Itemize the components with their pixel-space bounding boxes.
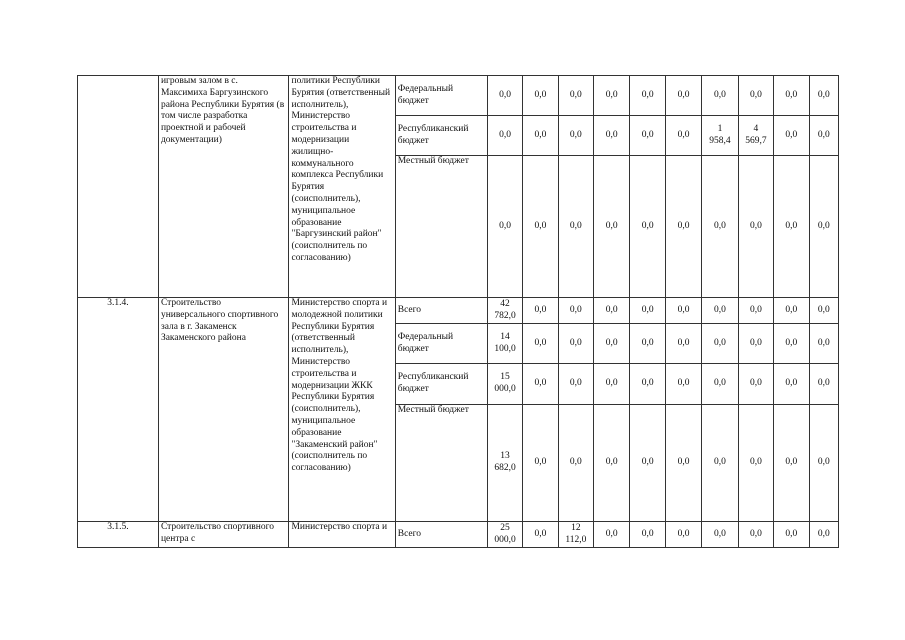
year-amount: 0,0 bbox=[523, 298, 558, 324]
year-amount: 0,0 bbox=[558, 364, 593, 405]
total-amount: 14 100,0 bbox=[487, 324, 522, 364]
year-amount: 0,0 bbox=[665, 156, 701, 298]
year-amount: 0,0 bbox=[702, 156, 738, 298]
year-amount: 12 112,0 bbox=[558, 522, 593, 548]
year-amount: 0,0 bbox=[594, 364, 630, 405]
year-amount: 0,0 bbox=[738, 156, 773, 298]
year-amount: 0,0 bbox=[630, 324, 665, 364]
year-amount: 0,0 bbox=[774, 522, 809, 548]
year-amount: 0,0 bbox=[558, 405, 593, 522]
year-amount: 0,0 bbox=[665, 76, 701, 116]
year-amount: 0,0 bbox=[523, 405, 558, 522]
year-amount: 0,0 bbox=[774, 156, 809, 298]
year-amount: 0,0 bbox=[809, 156, 838, 298]
funding-source: Федеральный бюджет bbox=[395, 76, 487, 116]
item-number: 3.1.5. bbox=[78, 522, 159, 548]
year-amount: 1 958,4 bbox=[702, 116, 738, 156]
year-amount: 0,0 bbox=[523, 364, 558, 405]
table-row bbox=[78, 522, 839, 548]
year-amount: 0,0 bbox=[774, 116, 809, 156]
year-amount: 0,0 bbox=[630, 76, 665, 116]
year-amount: 0,0 bbox=[702, 76, 738, 116]
responsible-executor: Министерство спорта и bbox=[289, 522, 395, 548]
year-amount: 0,0 bbox=[594, 405, 630, 522]
year-amount: 0,0 bbox=[665, 324, 701, 364]
year-amount: 0,0 bbox=[558, 298, 593, 324]
year-amount: 0,0 bbox=[558, 116, 593, 156]
funding-source: Федеральный бюджет bbox=[395, 324, 487, 364]
year-amount: 0,0 bbox=[594, 298, 630, 324]
year-amount: 0,0 bbox=[809, 364, 838, 405]
year-amount: 0,0 bbox=[665, 522, 701, 548]
year-amount: 0,0 bbox=[630, 522, 665, 548]
year-amount: 0,0 bbox=[523, 522, 558, 548]
year-amount: 0,0 bbox=[702, 324, 738, 364]
year-amount: 0,0 bbox=[523, 156, 558, 298]
total-amount: 13 682,0 bbox=[487, 405, 522, 522]
year-amount: 0,0 bbox=[665, 364, 701, 405]
year-amount: 0,0 bbox=[523, 116, 558, 156]
year-amount: 0,0 bbox=[738, 324, 773, 364]
year-amount: 0,0 bbox=[594, 76, 630, 116]
year-amount: 0,0 bbox=[738, 298, 773, 324]
funding-source: Всего bbox=[395, 298, 487, 324]
year-amount: 0,0 bbox=[702, 405, 738, 522]
year-amount: 0,0 bbox=[809, 76, 838, 116]
funding-source: Местный бюджет bbox=[395, 156, 487, 298]
responsible-executor: политики Республики Бурятия (ответственный исполнитель), Министерство строительства и модернизации жилищно-коммунального комплекса Республики Бурятия (соисполнитель), муниципальное образование "Баргузинский район" (соисполнитель по согласованию) bbox=[289, 76, 395, 298]
year-amount: 0,0 bbox=[523, 324, 558, 364]
year-amount: 0,0 bbox=[594, 156, 630, 298]
total-amount: 0,0 bbox=[487, 116, 522, 156]
total-amount: 25 000,0 bbox=[487, 522, 522, 548]
year-amount: 0,0 bbox=[809, 522, 838, 548]
year-amount: 0,0 bbox=[630, 116, 665, 156]
year-amount: 0,0 bbox=[594, 116, 630, 156]
year-amount: 4 569,7 bbox=[738, 116, 773, 156]
year-amount: 0,0 bbox=[594, 324, 630, 364]
year-amount: 0,0 bbox=[738, 364, 773, 405]
year-amount: 0,0 bbox=[630, 156, 665, 298]
year-amount: 0,0 bbox=[630, 298, 665, 324]
funding-source: Всего bbox=[395, 522, 487, 548]
item-number bbox=[78, 76, 159, 298]
year-amount: 0,0 bbox=[809, 324, 838, 364]
year-amount: 0,0 bbox=[738, 405, 773, 522]
funding-source: Республиканский бюджет bbox=[395, 116, 487, 156]
year-amount: 0,0 bbox=[523, 76, 558, 116]
year-amount: 0,0 bbox=[665, 298, 701, 324]
year-amount: 0,0 bbox=[809, 298, 838, 324]
year-amount: 0,0 bbox=[702, 364, 738, 405]
year-amount: 0,0 bbox=[630, 405, 665, 522]
table-row bbox=[78, 298, 839, 324]
funding-source: Республиканский бюджет bbox=[395, 364, 487, 405]
total-amount: 0,0 bbox=[487, 156, 522, 298]
program-funding-table bbox=[77, 75, 839, 548]
year-amount: 0,0 bbox=[594, 522, 630, 548]
year-amount: 0,0 bbox=[809, 405, 838, 522]
activity-name: Строительство универсального спортивного зала в г. Закаменск Закаменского района bbox=[158, 298, 289, 522]
year-amount: 0,0 bbox=[630, 364, 665, 405]
responsible-executor: Министерство спорта и молодежной политики Республики Бурятия (ответственный исполнитель), Министерство строительства и модернизации ЖКК Республики Бурятия (соисполнитель), муниципальное образование "Закаменский район" (соисполнитель по согласованию) bbox=[289, 298, 395, 522]
year-amount: 0,0 bbox=[774, 364, 809, 405]
total-amount: 0,0 bbox=[487, 76, 522, 116]
year-amount: 0,0 bbox=[665, 405, 701, 522]
year-amount: 0,0 bbox=[558, 324, 593, 364]
year-amount: 0,0 bbox=[702, 298, 738, 324]
year-amount: 0,0 bbox=[558, 156, 593, 298]
year-amount: 0,0 bbox=[774, 324, 809, 364]
item-number: 3.1.4. bbox=[78, 298, 159, 522]
year-amount: 0,0 bbox=[774, 76, 809, 116]
table-row bbox=[78, 76, 839, 116]
activity-name: игровым залом в с. Максимиха Баргузинского района Республики Бурятия (в том числе разработка проектной и рабочей документации) bbox=[158, 76, 289, 298]
table-body bbox=[78, 76, 839, 548]
activity-name: Строительство спортивного центра с bbox=[158, 522, 289, 548]
year-amount: 0,0 bbox=[738, 76, 773, 116]
total-amount: 15 000,0 bbox=[487, 364, 522, 405]
year-amount: 0,0 bbox=[738, 522, 773, 548]
year-amount: 0,0 bbox=[702, 522, 738, 548]
year-amount: 0,0 bbox=[774, 405, 809, 522]
year-amount: 0,0 bbox=[558, 76, 593, 116]
year-amount: 0,0 bbox=[774, 298, 809, 324]
year-amount: 0,0 bbox=[665, 116, 701, 156]
total-amount: 42 782,0 bbox=[487, 298, 522, 324]
funding-source: Местный бюджет bbox=[395, 405, 487, 522]
year-amount: 0,0 bbox=[809, 116, 838, 156]
